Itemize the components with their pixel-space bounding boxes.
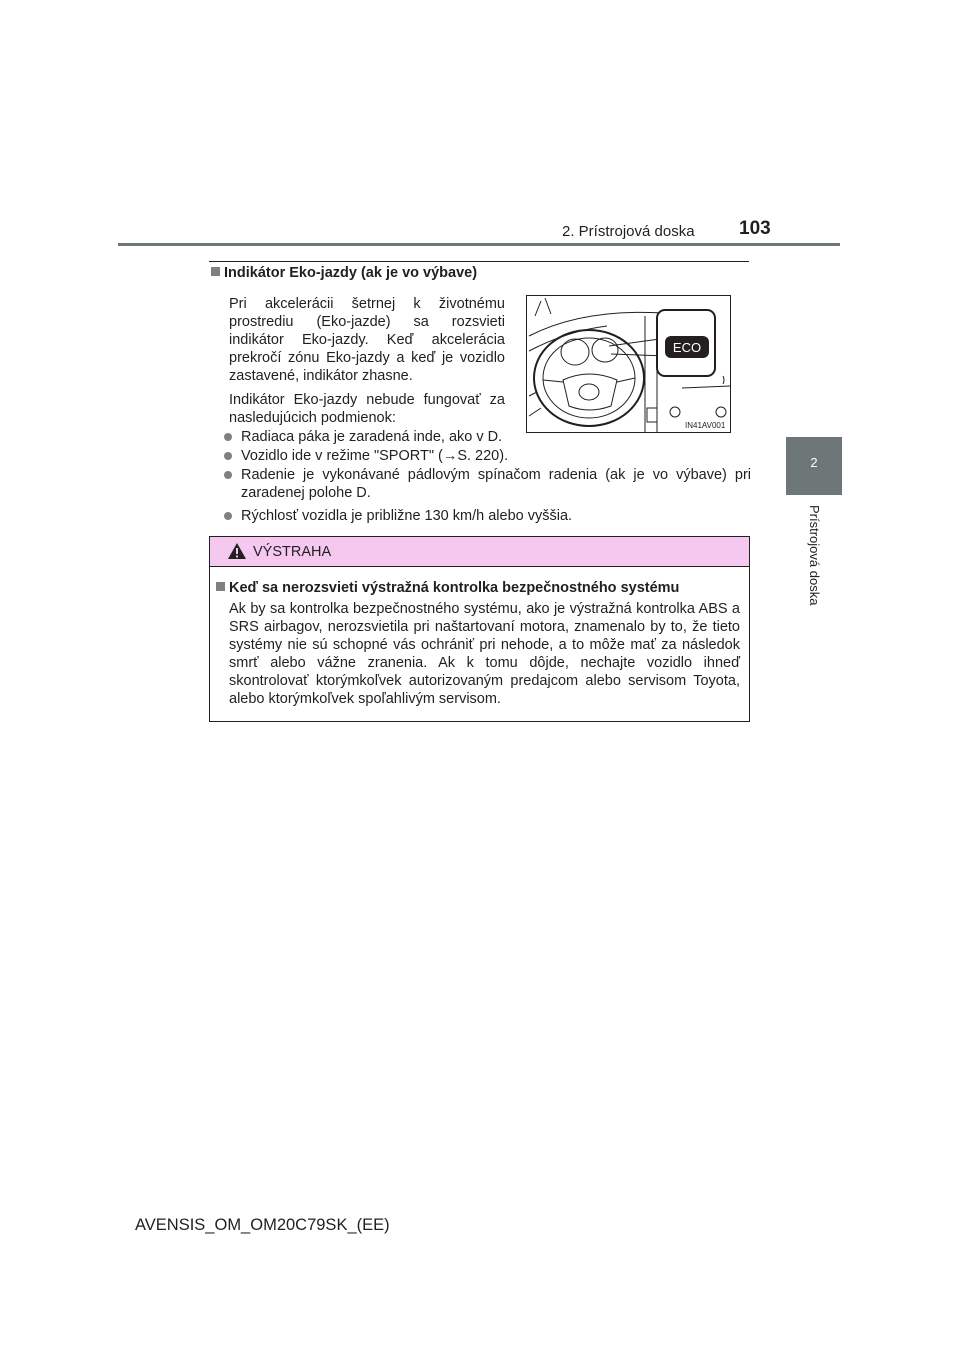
- section-rule: [209, 261, 749, 262]
- bullet-icon: [224, 471, 232, 479]
- paragraph-conditions: Indikátor Eko-jazdy nebude fungovať za nasledujúcich podmienok:: [229, 392, 505, 426]
- warning-title: VÝSTRAHA: [253, 544, 332, 560]
- header-rule: [118, 243, 840, 246]
- list-item: [224, 466, 751, 502]
- dashboard-illustration: [526, 295, 731, 433]
- bullet-icon: [224, 512, 232, 520]
- warning-header: [210, 537, 749, 567]
- page-number: 103: [739, 218, 771, 239]
- list-item-text: Radiaca páka je zaradená inde, ako v D.: [241, 429, 503, 445]
- bullet-icon: [224, 452, 232, 460]
- warning-triangle-icon: [227, 542, 247, 560]
- list-item-text: Radenie je vykonávané pádlovým spínačom radenia (ak je vo výbave) pri zaradenej polohe D.: [241, 467, 751, 501]
- paragraph-intro: Pri akcelerácii šetrnej k životnému prostrediu (Eko-jazde) sa rozsvieti indikátor Eko-jazdy. Keď akcelerácia prekročí zónu Eko-jazdy a keď je vozidlo zastavené, indikátor zhasne.: [229, 296, 505, 384]
- footer-code: AVENSIS_OM_OM20C79SK_(EE): [135, 1216, 390, 1234]
- list-item: [224, 447, 524, 465]
- warning-body: Ak by sa kontrolka bezpečnostného systému, ako je výstražná kontrolka ABS a SRS airbagov, nerozsvietila pri naštartovaní motora, znamenalo by to, že tieto systémy nie sú schopné vás ochrániť pri nehode, a to môže mať za následok smrť alebo vážne zranenia. Ak k tomu dôjde, nechajte vozidlo ihneď skontrolovať ktorýmkoľvek autorizovaným predajcom alebo servisom Toyota, alebo ktorýmkoľvek spoľahlivým servisom.: [229, 601, 740, 707]
- warning-box: [209, 536, 750, 722]
- illustration-code: IN41AV001: [685, 421, 726, 430]
- list-item: [224, 428, 524, 446]
- dashboard-drawing: [527, 296, 730, 432]
- eco-indicator-label: ECO: [672, 340, 702, 355]
- list-item: [224, 507, 751, 525]
- chapter-tab-number: 2: [810, 455, 818, 470]
- bullet-icon: [224, 433, 232, 441]
- chapter-tab-label: Prístrojová doska: [807, 505, 822, 606]
- list-item-text: Vozidlo ide v režime "SPORT" (→S. 220).: [241, 448, 509, 464]
- square-bullet-icon: [216, 582, 225, 591]
- square-bullet-icon: [211, 267, 220, 276]
- running-header-section: 2. Prístrojová doska: [562, 223, 695, 240]
- warning-subheading-text: Keď sa nerozsvieti výstražná kontrolka bezpečnostného systému: [229, 580, 680, 596]
- warning-subheading: [216, 580, 679, 596]
- chapter-tab: [786, 437, 842, 495]
- section-heading-text: Indikátor Eko-jazdy (ak je vo výbave): [224, 265, 478, 281]
- list-item-text: Rýchlosť vozidla je približne 130 km/h alebo vyššia.: [241, 508, 573, 524]
- section-heading: [211, 265, 477, 281]
